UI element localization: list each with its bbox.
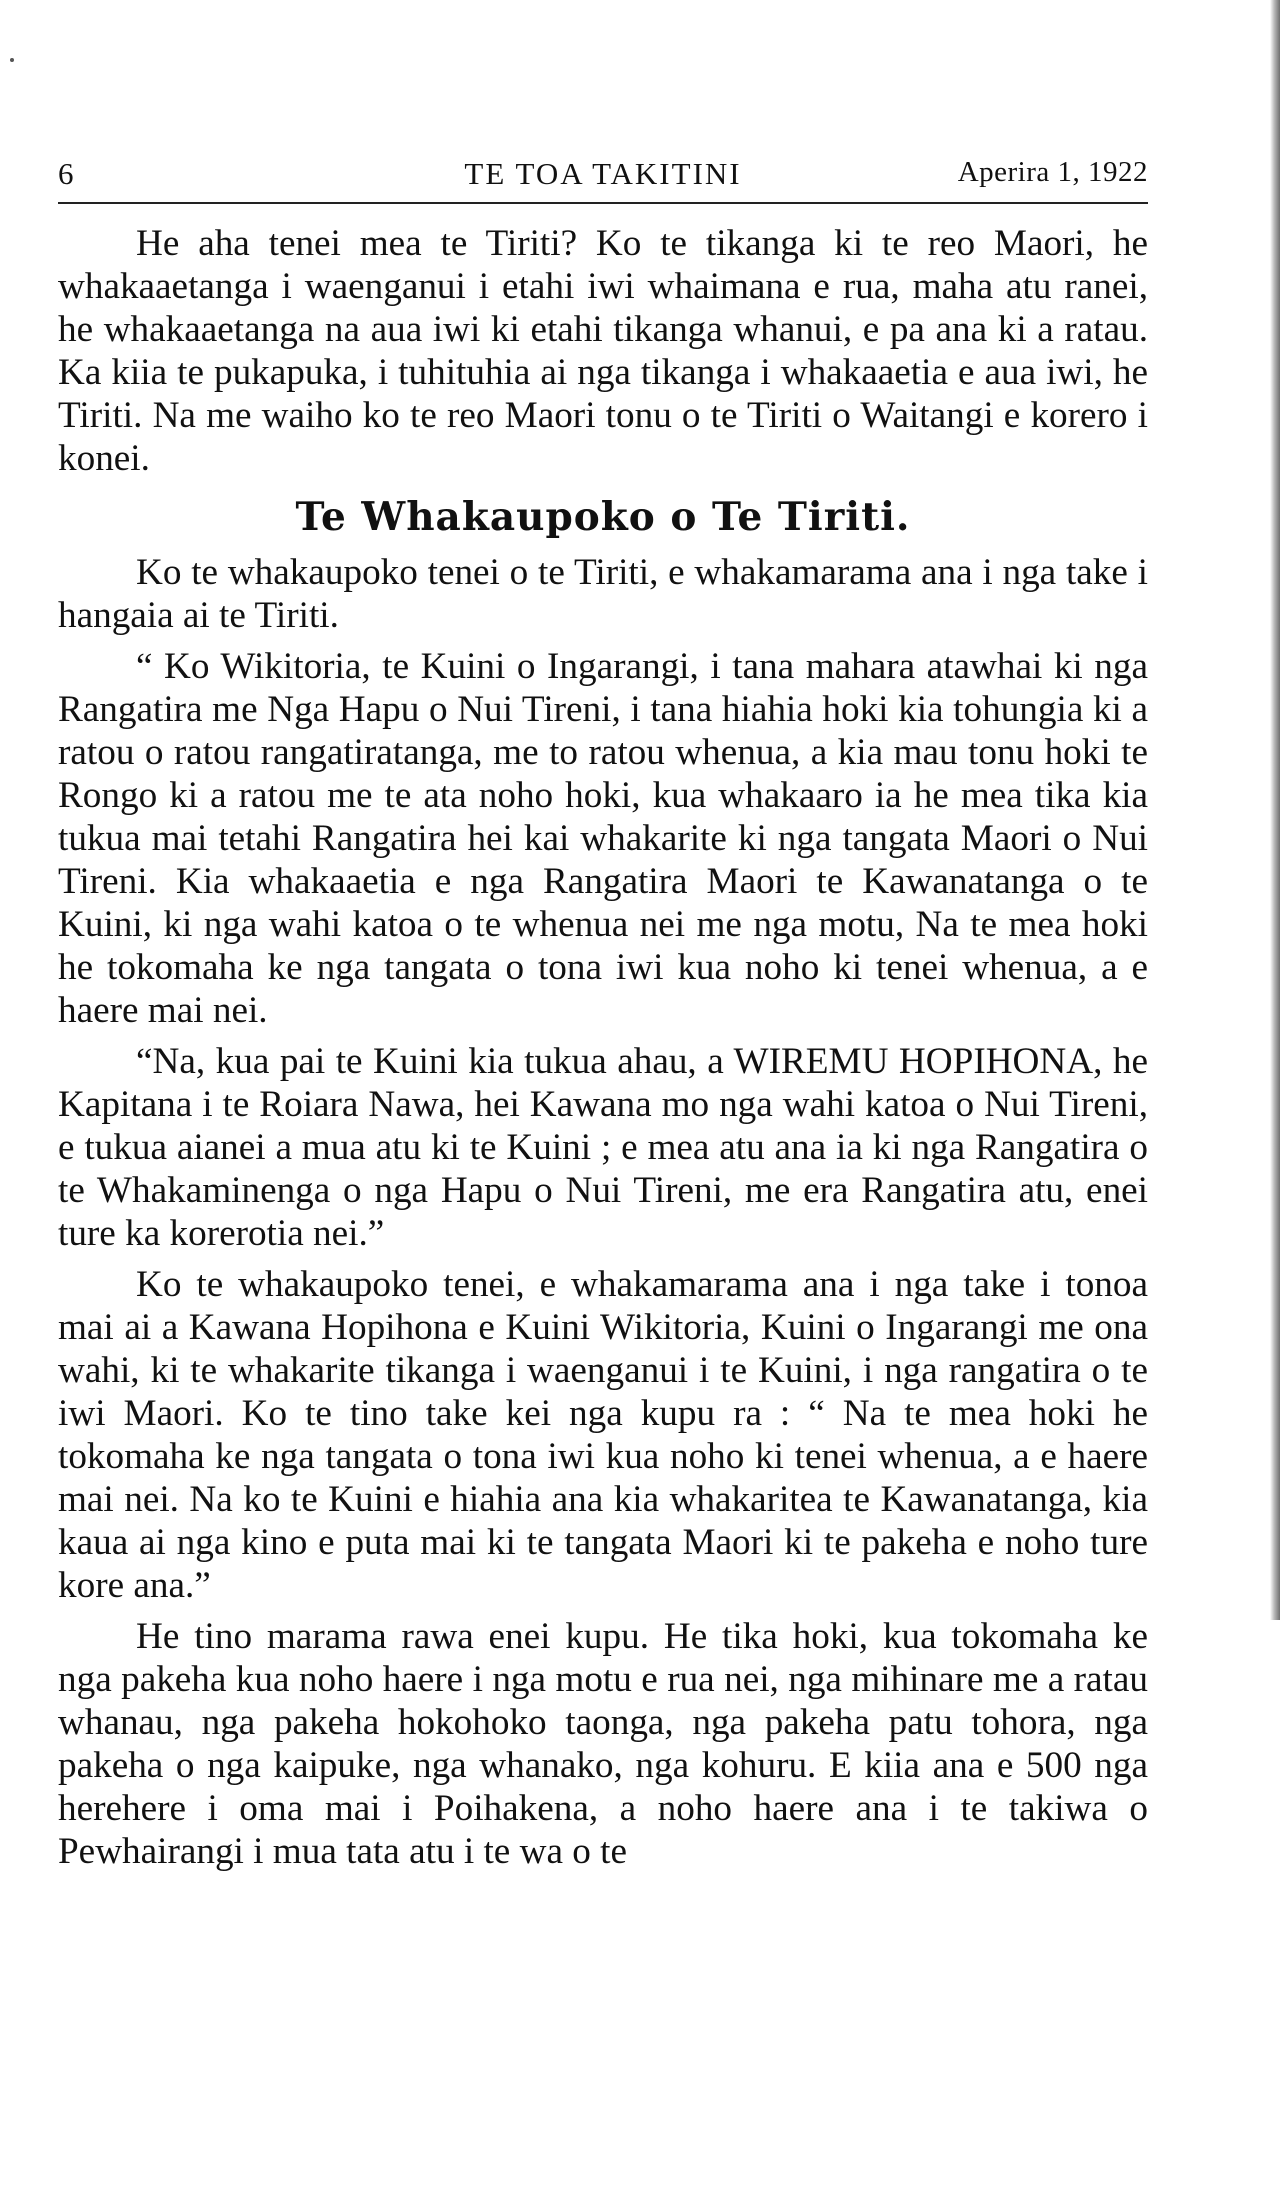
document-page <box>58 150 1148 1873</box>
paragraph-preamble-quote-2: “Na, kua pai te Kuini kia tukua ahau, a WIREMU HOPIHONA, he Kapitana i te Roiara Nawa, hei Kawana mo nga wahi katoa o Nui Tireni, e tukua aianei a mua atu ki te Kuini ; e mea atu ana ia ki nga Rangatira o te Whakaminenga o nga Hapu o Nui Tireni, me era Rangatira atu, enei ture ka korerotia nei.” <box>58 1041 1148 1254</box>
page-number: 6 <box>58 156 75 191</box>
running-header <box>58 150 1148 204</box>
article-body <box>58 222 1148 1873</box>
scanned-page-edge <box>1270 0 1280 1620</box>
issue-date: Aperira 1, 1922 <box>957 156 1148 188</box>
paragraph-commentary: Ko te whakaupoko tenei, e whakamarama ana i nga take i tonoa mai ai a Kawana Hopihona e Kuini Wikitoria, Kuini o Ingarangi me ona wahi, ki te whakarite tikanga i waenganui i te Kuini, i nga rangatira o te iwi Maori. Ko te tino take kei nga kupu ra : “ Na te mea hoki he tokomaha ke nga tangata o tona iwi kua noho ki tenei whenua, a e haere mai nei. Na ko te Kuini e hiahia ana kia whakaritea te Kawanatanga, kia kaua ai nga kino e puta mai ki te tangata Maori ki te pakeha e noho ture kore ana.” <box>58 1264 1148 1606</box>
paragraph-preamble-quote-1: “ Ko Wikitoria, te Kuini o Ingarangi, i tana mahara atawhai ki nga Rangatira me Nga Hapu o Nui Tireni, i tana hiahia hoki kia tohungia ki a ratou o ratou rangatiratanga, me to ratou whenua, a kia mau tonu hoki te Rongo ki a ratou me te ata noho hoki, kua whakaaro ia he mea tika kia tukua mai tetahi Rangatira hei kai whakarite ki nga tangata Maori o Nui Tireni. Kia whakaaetia e nga Rangatira Maori te Kawanatanga o te Kuini, ki nga wahi katoa o te whenua nei me nga motu, Na te mea hoki he tokomaha ke nga tangata o tona iwi kua noho ki tenei whenua, a e haere mai nei. <box>58 646 1148 1031</box>
paragraph-settlers: He tino marama rawa enei kupu. He tika hoki, kua tokomaha ke nga pakeha kua noho haere i nga motu e rua nei, nga mihinare me a ratau whanau, nga pakeha hokohoko taonga, nga pakeha patu tohora, nga pakeha o nga kaipuke, nga whanako, nga kohuru. E kiia ana e 500 nga herehere i oma mai i Poihakena, a noho haere ana i te takiwa o Pewhairangi i mua tata atu i te wa o te <box>58 1616 1148 1872</box>
section-heading: Te Whakaupoko o Te Tiriti. <box>295 494 911 540</box>
intro-paragraph: He aha tenei mea te Tiriti? Ko te tikanga ki te reo Maori, he whakaaetanga i waenganui i etahi iwi whaimana e rua, maha atu ranei, he whakaaetanga na aua iwi ki etahi tikanga whanui, e pa ana ki a ratau. Ka kiia te pukapuka, i tuhituhia ai nga tikanga i whakaaetia e aua iwi, he Tiriti. Na me waiho ko te reo Maori tonu o te Tiriti o Waitangi e korero i konei. <box>58 223 1148 479</box>
paragraph-preamble-intro: Ko te whakaupoko tenei o te Tiriti, e whakamarama ana i nga take i hangaia ai te Tiriti. <box>58 552 1148 636</box>
scan-speck <box>10 58 14 62</box>
journal-title: TE TOA TAKITINI <box>464 156 742 191</box>
